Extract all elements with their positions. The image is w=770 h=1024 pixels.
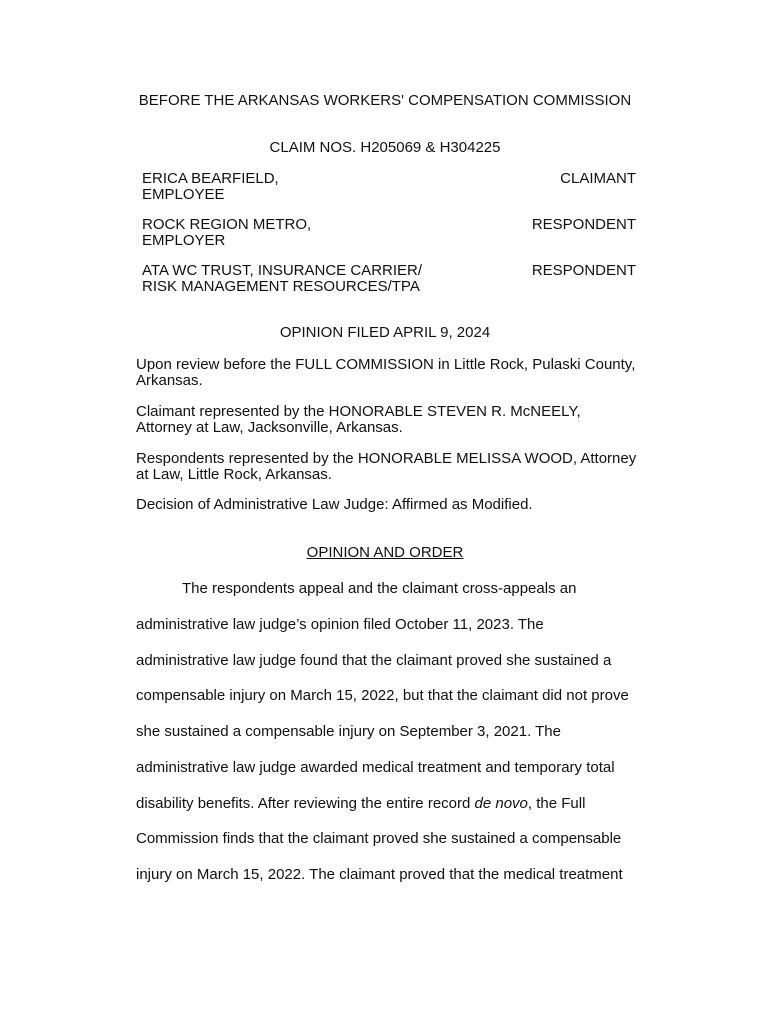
respondent-counsel-line-2: at Law, Little Rock, Arkansas.: [136, 466, 332, 483]
section-title: [0, 545, 770, 561]
employer-designation: EMPLOYER: [142, 232, 226, 249]
body-line-5: she sustained a compensable injury on September 3, 2021. The: [136, 723, 561, 740]
body-line-6: administrative law judge awarded medical treatment and temporary total: [136, 759, 615, 776]
body-line-7: [136, 796, 585, 812]
claimant-designation: EMPLOYEE: [142, 186, 225, 203]
employer-name: ROCK REGION METRO,: [142, 216, 312, 233]
review-line-1: Upon review before the FULL COMMISSION in Little Rock, Pulaski County,: [136, 356, 636, 373]
claimant-counsel-line-2: Attorney at Law, Jacksonville, Arkansas.: [136, 419, 403, 436]
opinion-filed-date: OPINION FILED APRIL 9, 2024: [279, 324, 491, 341]
de-novo-italic: de novo: [474, 795, 528, 812]
commission-heading: BEFORE THE ARKANSAS WORKERS' COMPENSATION COMMISSION: [138, 92, 632, 109]
carrier-role: RESPONDENT: [531, 262, 636, 279]
body-line-4: compensable injury on March 15, 2022, but that the claimant did not prove: [136, 687, 629, 704]
claimant-role: CLAIMANT: [560, 170, 636, 187]
claimant-counsel-line-1: Claimant represented by the HONORABLE STEVEN R. McNEELY,: [136, 403, 581, 420]
body-line-1: The respondents appeal and the claimant cross-appeals an: [182, 580, 577, 597]
claim-numbers: CLAIM NOS. H205069 & H304225: [269, 139, 501, 156]
carrier-tpa: RISK MANAGEMENT RESOURCES/TPA: [142, 278, 420, 295]
body-line-7-end: , the Full: [527, 795, 586, 812]
alj-decision: Decision of Administrative Law Judge: Affirmed as Modified.: [136, 496, 533, 513]
employer-role: RESPONDENT: [531, 216, 636, 233]
claimant-name: ERICA BEARFIELD,: [142, 170, 279, 187]
body-line-9: injury on March 15, 2022. The claimant proved that the medical treatment: [136, 866, 623, 883]
section-title-text: OPINION AND ORDER: [306, 544, 464, 561]
body-line-7-start: disability benefits. After reviewing the entire record: [136, 795, 475, 812]
respondent-counsel-line-1: Respondents represented by the HONORABLE MELISSA WOOD, Attorney: [136, 450, 637, 467]
body-line-2: administrative law judge’s opinion filed October 11, 2023. The: [136, 616, 544, 633]
review-line-2: Arkansas.: [136, 372, 203, 389]
body-line-8: Commission finds that the claimant proved she sustained a compensable: [136, 830, 622, 847]
body-line-3: administrative law judge found that the claimant proved she sustained a: [136, 652, 612, 669]
carrier-name: ATA WC TRUST, INSURANCE CARRIER/: [142, 262, 423, 279]
